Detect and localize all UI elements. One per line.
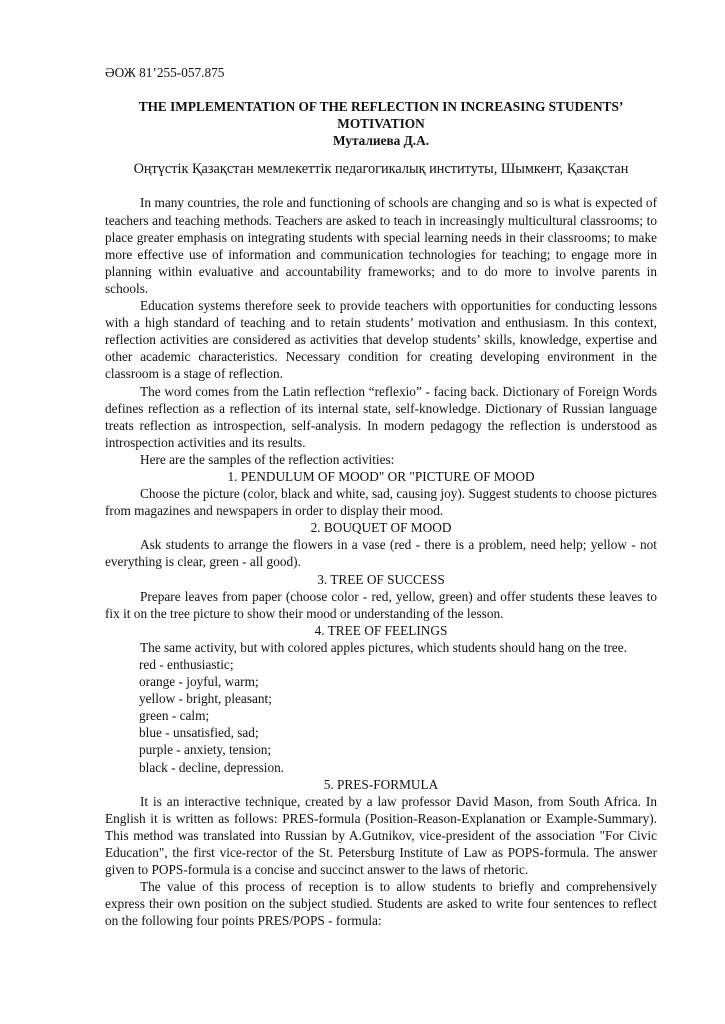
section-text-4: The same activity, but with colored apples pictures, which students should hang on the tree. bbox=[140, 639, 627, 655]
udk-code: ӘОЖ 81’255-057.875 bbox=[105, 65, 225, 80]
paragraph-3: The word comes from the Latin reflection “reflexio” - facing back. Dictionary of Foreign Words defines reflection as a reflection of its internal state, self-knowledge. Dictionary of Russian language treats reflection as introspection, self-analysis. In modern pedagogy the reflection is understood as introspection activities and its results. bbox=[105, 383, 657, 450]
section-heading-1: 1. PENDULUM OF MOOD" OR "PICTURE OF MOOD bbox=[227, 468, 535, 484]
title-line-2: MOTIVATION bbox=[337, 116, 425, 132]
list-item: black - decline, depression. bbox=[139, 759, 285, 775]
author: Муталиева Д.А. bbox=[332, 133, 430, 149]
list-item: yellow - bright, pleasant; bbox=[139, 691, 272, 707]
list-item: orange - joyful, warm; bbox=[139, 674, 259, 690]
list-item: red - enthusiastic; bbox=[139, 657, 234, 672]
section-text-3: Prepare leaves from paper (choose color - red, yellow, green) and offer students these leaves to fix it on the tree picture to show their mood or understanding of the lesson. bbox=[105, 588, 657, 621]
list-item: blue - unsatisfied, sad; bbox=[139, 725, 259, 741]
section-text-1: Choose the picture (color, black and white, sad, causing joy). Suggest students to choose pictures from magazines and newspapers in order to display their mood. bbox=[105, 486, 657, 519]
section-text-6: The value of this process of reception is to allow students to briefly and comprehensively express their own position on the subject studied. Students are asked to write four sentences to reflect on the following four points PRES/POPS - formula: bbox=[105, 879, 657, 929]
paragraph-4: Here are the samples of the reflection activities: bbox=[140, 451, 395, 467]
list-item: green - calm; bbox=[139, 708, 210, 724]
section-text-5: It is an interactive technique, created by a law professor David Mason, from South Africa. In English it is written as follows: PRES-formula (Position-Reason-Explanation or Example-Summary). This method was translated into Russian by A.Gutnikov, vice-president of the association "For Civic Education", the first vice-rector of the St. Petersburg Institute of Law as POPS-formula. The answer given to POPS-formula is a concise and succinct answer to the laws of rhetoric. bbox=[105, 793, 657, 878]
section-text-2: Ask students to arrange the flowers in a vase (red - there is a problem, need help; yellow - not everything is clear, green - all good). bbox=[105, 537, 657, 570]
section-heading-5: 5. PRES-FORMULA bbox=[323, 776, 439, 792]
section-heading-4: 4. TREE OF FEELINGS bbox=[314, 622, 448, 638]
institution: Оңтүстік Қазақстан мемлекеттік педагогикалық институты, Шымкент, Қазақстан bbox=[133, 161, 629, 178]
section-heading-2: 2. BOUQUET OF MOOD bbox=[310, 520, 452, 536]
section-heading-3: 3. TREE OF SUCCESS bbox=[317, 571, 445, 587]
color-list bbox=[139, 656, 657, 776]
paragraph-1: In many countries, the role and functioning of schools are changing and so is what is expected of teachers and teaching methods. Teachers are asked to teach in increasingly multicultural classrooms; to place greater emphasis on integrating students with special learning needs in their classrooms; to make more effective use of information and communication technologies for teaching; to engage more in planning within evaluative and accountability frameworks; and to do more to involve parents in schools. bbox=[105, 195, 657, 296]
paragraph-2: Education systems therefore seek to provide teachers with opportunities for conducting lessons with a high standard of teaching and to retain students’ motivation and enthusiasm. In this context, reflection activities are considered as activities that develop students’ skills, knowledge, expertise and other academic characteristics. Necessary condition for creating developing environment in the classroom is a stage of reflection. bbox=[105, 298, 657, 382]
list-item: purple - anxiety, tension; bbox=[139, 742, 272, 758]
paper-page bbox=[105, 64, 657, 930]
title-line-1: THE IMPLEMENTATION OF THE REFLECTION IN INCREASING STUDENTS’ bbox=[138, 99, 624, 115]
